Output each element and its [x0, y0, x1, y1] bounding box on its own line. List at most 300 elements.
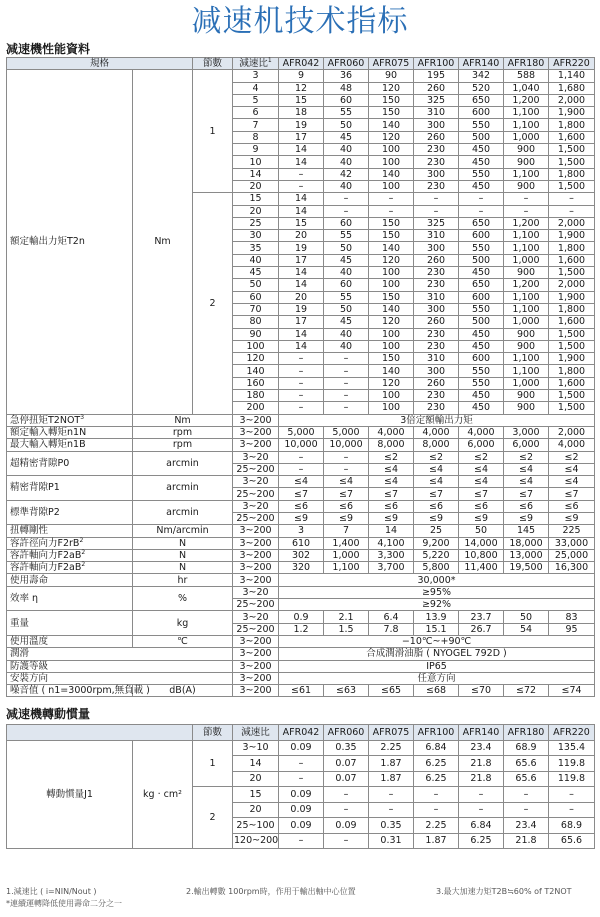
weight-row	[7, 611, 595, 623]
table-cell: –	[279, 168, 324, 180]
table-cell: –	[504, 802, 549, 818]
table-cell: 2.1	[324, 611, 369, 623]
table-cell: 2.25	[369, 740, 414, 756]
mounting-direction-label: 安裝方向	[7, 672, 233, 684]
table-cell: 0.09	[324, 818, 369, 834]
table-cell: 7	[233, 119, 279, 131]
table-cell: 1,500	[549, 144, 595, 156]
table-row	[7, 70, 595, 82]
table-cell: 230	[414, 402, 459, 414]
operating-temp-value: −10℃~+90℃	[279, 635, 595, 647]
table-cell: –	[549, 802, 595, 818]
table-cell: 230	[414, 144, 459, 156]
table-cell: 260	[414, 377, 459, 389]
table-cell: 10	[233, 156, 279, 168]
table-cell: 120	[369, 82, 414, 94]
table-cell: 2,000	[549, 279, 595, 291]
axial-force-2-unit: N	[133, 562, 233, 574]
table-cell: 100	[369, 279, 414, 291]
table-cell: 15	[233, 193, 279, 205]
table-cell: 610	[279, 537, 324, 549]
lubrication-row	[7, 648, 595, 660]
radial-force-row	[7, 537, 595, 549]
table-cell: 55	[324, 291, 369, 303]
table-cell: 180	[233, 390, 279, 402]
table-cell: 120	[369, 254, 414, 266]
table-cell: 450	[459, 402, 504, 414]
ratio-cell: 25~200	[233, 512, 279, 524]
table-cell: 8,000	[369, 439, 414, 451]
table-cell: 6.25	[459, 833, 504, 849]
table-cell: 0.07	[324, 771, 369, 787]
table-cell: 100	[369, 390, 414, 402]
table-cell: 6.25	[414, 771, 459, 787]
table-cell: 17	[279, 316, 324, 328]
table-cell: –	[414, 802, 459, 818]
table-cell: 7	[324, 525, 369, 537]
header-model: 減速比	[233, 725, 279, 741]
table-cell: 230	[414, 156, 459, 168]
table-cell: 1,200	[504, 94, 549, 106]
estop-torque-value: 3倍定額輸出力矩	[279, 414, 595, 426]
table-cell: –	[279, 353, 324, 365]
table-cell: 4,100	[369, 537, 414, 549]
table-cell: 0.9	[279, 611, 324, 623]
table-cell: 150	[369, 230, 414, 242]
ratio-cell: 3~200	[233, 439, 279, 451]
table-cell: ≤4	[549, 463, 595, 475]
table-cell: ≤72	[504, 685, 549, 697]
table-cell: 1,900	[549, 230, 595, 242]
table-cell: 10,000	[324, 439, 369, 451]
table-cell: 9	[279, 70, 324, 82]
table-cell: ≤61	[279, 685, 324, 697]
table-cell: 1,500	[549, 402, 595, 414]
table-cell: –	[279, 180, 324, 192]
table-cell: 588	[504, 70, 549, 82]
radial-force-label: 容許徑向力$F2rB^2$	[7, 537, 133, 549]
table-cell: ≤4	[504, 463, 549, 475]
table-cell: ≤9	[324, 512, 369, 524]
table-cell: –	[504, 193, 549, 205]
table-cell: –	[324, 365, 369, 377]
table-cell: 0.31	[369, 833, 414, 849]
table-cell: 1,000	[504, 131, 549, 143]
table-cell: 4,000	[549, 439, 595, 451]
max-input-speed-unit: rpm	[133, 439, 233, 451]
table-cell: 1,200	[504, 217, 549, 229]
table-cell: –	[459, 802, 504, 818]
backlash-p1-row	[7, 476, 595, 488]
table-cell: 1,600	[549, 316, 595, 328]
table-cell: 450	[459, 390, 504, 402]
table-cell: –	[324, 463, 369, 475]
ratio-cell: 25~200	[233, 599, 279, 611]
table-cell: 1,900	[549, 353, 595, 365]
table-cell: 230	[414, 390, 459, 402]
table-cell: 1,900	[549, 107, 595, 119]
table-cell: –	[279, 756, 324, 772]
table-cell: ≤6	[369, 500, 414, 512]
table-cell: 120	[369, 377, 414, 389]
performance-table	[6, 57, 595, 697]
torque-label: 額定輸出力矩T2n	[7, 70, 133, 414]
table-cell: 500	[459, 316, 504, 328]
table-cell: 650	[459, 217, 504, 229]
section-performance-title: 减速機性能資料	[6, 42, 91, 56]
header-row	[7, 58, 595, 70]
protection-class-row	[7, 660, 595, 672]
table-cell: 60	[233, 291, 279, 303]
table-cell: 120	[369, 131, 414, 143]
table-cell: 40	[324, 156, 369, 168]
max-input-speed-row	[7, 439, 595, 451]
rated-input-speed-row	[7, 426, 595, 438]
table-cell: 19	[279, 303, 324, 315]
header-model: AFR220	[549, 58, 595, 70]
table-cell: 6.84	[459, 818, 504, 834]
header-model: AFR075	[369, 725, 414, 741]
table-cell: 5	[233, 94, 279, 106]
table-cell: 5,220	[414, 549, 459, 561]
table-cell: 1,100	[504, 242, 549, 254]
table-cell: 80	[233, 316, 279, 328]
table-cell: 45	[324, 131, 369, 143]
spec-sheet	[0, 2, 600, 917]
table-cell: –	[324, 402, 369, 414]
table-row	[7, 740, 595, 756]
header-model: AFR140	[459, 58, 504, 70]
table-cell: –	[549, 193, 595, 205]
table-cell: –	[459, 193, 504, 205]
ratio-cell: 3~200	[233, 574, 279, 586]
table-cell: 310	[414, 353, 459, 365]
backlash-p0-unit: arcmin	[133, 451, 233, 476]
table-cell: 550	[459, 303, 504, 315]
table-cell: 65.6	[504, 771, 549, 787]
torsional-rigidity-unit: Nm/arcmin	[133, 525, 233, 537]
table-cell: ≤2	[504, 451, 549, 463]
table-cell: 25	[233, 217, 279, 229]
table-cell: 1,600	[549, 254, 595, 266]
ratio-cell: 3~200	[233, 549, 279, 561]
table-cell: –	[504, 787, 549, 803]
table-cell: –	[324, 205, 369, 217]
table-cell: 1,800	[549, 119, 595, 131]
table-cell: 12	[279, 82, 324, 94]
table-cell: 100	[369, 328, 414, 340]
header-model: AFR042	[279, 58, 324, 70]
table-cell: 150	[369, 291, 414, 303]
table-cell: 6.84	[414, 740, 459, 756]
table-cell: 1,100	[504, 168, 549, 180]
ratio-cell: 3~200	[233, 648, 279, 660]
protection-class-label: 防護等級	[7, 660, 233, 672]
table-cell: 300	[414, 242, 459, 254]
table-cell: 5,000	[324, 426, 369, 438]
ratio-cell: 3~200	[233, 635, 279, 647]
table-cell: –	[414, 787, 459, 803]
table-cell: 450	[459, 267, 504, 279]
table-cell: ≤4	[459, 463, 504, 475]
stage-cell: 2	[193, 787, 233, 849]
table-cell: 225	[549, 525, 595, 537]
table-cell: 9	[233, 144, 279, 156]
table-cell: 6.4	[369, 611, 414, 623]
table-cell: ≤2	[414, 451, 459, 463]
table-cell: 2,000	[549, 217, 595, 229]
table-cell: –	[279, 365, 324, 377]
table-cell: ≤7	[414, 488, 459, 500]
protection-class-value: IP65	[279, 660, 595, 672]
max-input-speed-label: 最大輸入轉矩n1B	[7, 439, 133, 451]
table-cell: 14	[279, 144, 324, 156]
table-cell: 6.25	[414, 756, 459, 772]
table-cell: 120	[233, 353, 279, 365]
table-cell: 0.09	[279, 740, 324, 756]
mounting-direction-value: 任意方向	[279, 672, 595, 684]
table-cell: 300	[414, 119, 459, 131]
ratio-cell: 3~20	[233, 500, 279, 512]
operating-temp-label: 使用溫度	[7, 635, 133, 647]
stage-cell: 1	[193, 70, 233, 193]
table-cell: 6	[233, 107, 279, 119]
table-cell: 900	[504, 328, 549, 340]
table-cell: 310	[414, 107, 459, 119]
table-cell: –	[369, 802, 414, 818]
header-model: AFR100	[414, 58, 459, 70]
ratio-cell: 3~200	[233, 672, 279, 684]
backlash-p2-label: 標準背隙P2	[7, 500, 133, 525]
table-cell: 40	[324, 180, 369, 192]
table-cell: 0.35	[324, 740, 369, 756]
table-cell: 0.09	[279, 802, 324, 818]
table-cell: 100	[369, 267, 414, 279]
ratio-cell: 3~200	[233, 537, 279, 549]
table-cell: 40	[324, 144, 369, 156]
table-cell: 14	[279, 193, 324, 205]
table-cell: 1,500	[549, 180, 595, 192]
table-cell: 35	[233, 242, 279, 254]
table-cell: 100	[369, 340, 414, 352]
efficiency-label: 效率 η	[7, 586, 133, 611]
stage-cell: 1	[193, 740, 233, 787]
table-cell: 19,500	[504, 562, 549, 574]
table-cell: 3,000	[504, 426, 549, 438]
table-cell: 1,100	[504, 119, 549, 131]
table-cell: ≤6	[324, 500, 369, 512]
table-cell: 650	[459, 94, 504, 106]
table-cell: 1,100	[504, 230, 549, 242]
table-cell: 1,000	[504, 254, 549, 266]
table-cell: 140	[369, 365, 414, 377]
header-model: AFR060	[324, 58, 369, 70]
table-cell: 4,000	[414, 426, 459, 438]
table-cell: 550	[459, 168, 504, 180]
table-cell: 21.8	[459, 756, 504, 772]
table-cell: 1,100	[504, 353, 549, 365]
table-cell: ≤74	[549, 685, 595, 697]
table-cell: 1,800	[549, 168, 595, 180]
table-cell: 1,800	[549, 303, 595, 315]
ratio-cell: 3~20	[233, 611, 279, 623]
table-cell: ≤6	[504, 500, 549, 512]
table-cell: 45	[233, 267, 279, 279]
table-cell: 50	[459, 525, 504, 537]
table-cell: ≤4	[414, 463, 459, 475]
table-cell: 19	[279, 119, 324, 131]
table-cell: –	[279, 390, 324, 402]
table-cell: 900	[504, 390, 549, 402]
inertia-table	[6, 724, 595, 849]
table-cell: 230	[414, 279, 459, 291]
table-cell: 14,000	[459, 537, 504, 549]
table-cell: 450	[459, 328, 504, 340]
noise-level-unit: dB(A)	[133, 685, 233, 697]
table-cell: 55	[324, 230, 369, 242]
axial-force-2-row	[7, 562, 595, 574]
table-cell: 140	[369, 242, 414, 254]
service-life-label: 使用壽命	[7, 574, 133, 586]
table-cell: 900	[504, 144, 549, 156]
table-cell: 40	[324, 340, 369, 352]
table-cell: 20	[279, 230, 324, 242]
table-cell: 23.4	[504, 818, 549, 834]
header-blank	[7, 725, 193, 741]
table-cell: 1,800	[549, 365, 595, 377]
weight-unit: kg	[133, 611, 233, 636]
table-cell: 0.07	[324, 756, 369, 772]
table-cell: 600	[459, 353, 504, 365]
table-cell: 10,000	[279, 439, 324, 451]
table-cell: 90	[369, 70, 414, 82]
table-cell: –	[279, 463, 324, 475]
header-model: AFR042	[279, 725, 324, 741]
table-cell: 1,600	[549, 377, 595, 389]
table-cell: ≤6	[549, 500, 595, 512]
table-cell: ≤4	[549, 476, 595, 488]
table-cell: 1,000	[504, 377, 549, 389]
header-model: AFR140	[459, 725, 504, 741]
service-life-unit: hr	[133, 574, 233, 586]
table-cell: 17	[279, 254, 324, 266]
ratio-cell: 3~200	[233, 562, 279, 574]
table-cell: 550	[459, 377, 504, 389]
table-cell: 310	[414, 291, 459, 303]
table-cell: 1,100	[504, 365, 549, 377]
table-cell: ≤6	[459, 500, 504, 512]
table-cell: 300	[414, 365, 459, 377]
page-title: 减速机技术指标	[191, 4, 409, 39]
table-cell: 200	[233, 402, 279, 414]
table-cell: 1.87	[369, 771, 414, 787]
table-cell: 310	[414, 230, 459, 242]
table-cell: 2,000	[549, 94, 595, 106]
ratio-cell: 3~200	[233, 525, 279, 537]
header-ratio: 減速比$^1$	[233, 58, 279, 70]
table-cell: 1,100	[504, 303, 549, 315]
table-cell: 3	[279, 525, 324, 537]
table-cell: –	[414, 205, 459, 217]
operating-temp-row	[7, 635, 595, 647]
table-cell: 15.1	[414, 623, 459, 635]
table-cell: 20	[279, 291, 324, 303]
table-cell: 1,900	[549, 291, 595, 303]
noise-level-row	[7, 685, 595, 697]
table-cell: 145	[504, 525, 549, 537]
table-cell: 3,300	[369, 549, 414, 561]
table-cell: 150	[369, 217, 414, 229]
table-cell: 50	[324, 242, 369, 254]
table-cell: 36	[324, 70, 369, 82]
table-cell: 4	[233, 82, 279, 94]
table-cell: 120~200	[233, 833, 279, 849]
header-stage: 節數	[193, 725, 233, 741]
table-cell: 2.25	[414, 818, 459, 834]
table-cell: 7.8	[369, 623, 414, 635]
table-cell: ≤4	[369, 476, 414, 488]
efficiency-value: ≥92%	[279, 599, 595, 611]
table-cell: 450	[459, 340, 504, 352]
footnote-4: *連續運轉降低使用壽命二分之一	[6, 899, 122, 908]
ratio-cell: 25~200	[233, 623, 279, 635]
table-cell: 1,500	[549, 328, 595, 340]
inertia-label: 轉動慣量J1	[7, 740, 133, 849]
table-cell: 2,000	[549, 426, 595, 438]
table-cell: ≤70	[459, 685, 504, 697]
table-cell: 15	[279, 94, 324, 106]
lubrication-label: 潤滑	[7, 648, 233, 660]
table-cell: –	[279, 451, 324, 463]
table-cell: 83	[549, 611, 595, 623]
table-cell: 0.09	[279, 787, 324, 803]
radial-force-unit: N	[133, 537, 233, 549]
axial-force-row	[7, 549, 595, 561]
table-cell: 14	[279, 340, 324, 352]
table-cell: 120	[369, 316, 414, 328]
table-cell: 14	[233, 168, 279, 180]
table-cell: 1,200	[504, 279, 549, 291]
table-cell: 1,500	[549, 340, 595, 352]
table-cell: 600	[459, 291, 504, 303]
table-cell: 302	[279, 549, 324, 561]
table-cell: ≤4	[504, 476, 549, 488]
table-cell: 20	[233, 205, 279, 217]
table-cell: 1.87	[414, 833, 459, 849]
table-cell: 23.4	[459, 740, 504, 756]
table-cell: 135.4	[549, 740, 595, 756]
table-cell: 50	[324, 119, 369, 131]
table-cell: 1,100	[324, 562, 369, 574]
table-cell: 160	[233, 377, 279, 389]
table-cell: 65.6	[504, 756, 549, 772]
header-stage: 節數	[193, 58, 233, 70]
table-cell: 550	[459, 119, 504, 131]
efficiency-row	[7, 586, 595, 598]
table-cell: 50	[504, 611, 549, 623]
table-cell: 55	[324, 107, 369, 119]
table-cell: 4,000	[459, 426, 504, 438]
table-cell: 18,000	[504, 537, 549, 549]
table-cell: 100	[369, 180, 414, 192]
table-cell: –	[504, 205, 549, 217]
table-cell: 1.2	[279, 623, 324, 635]
table-cell: ≤68	[414, 685, 459, 697]
ratio-cell: 3~20	[233, 476, 279, 488]
table-cell: 10,800	[459, 549, 504, 561]
operating-temp-unit: ℃	[133, 635, 233, 647]
table-cell: 100	[233, 340, 279, 352]
